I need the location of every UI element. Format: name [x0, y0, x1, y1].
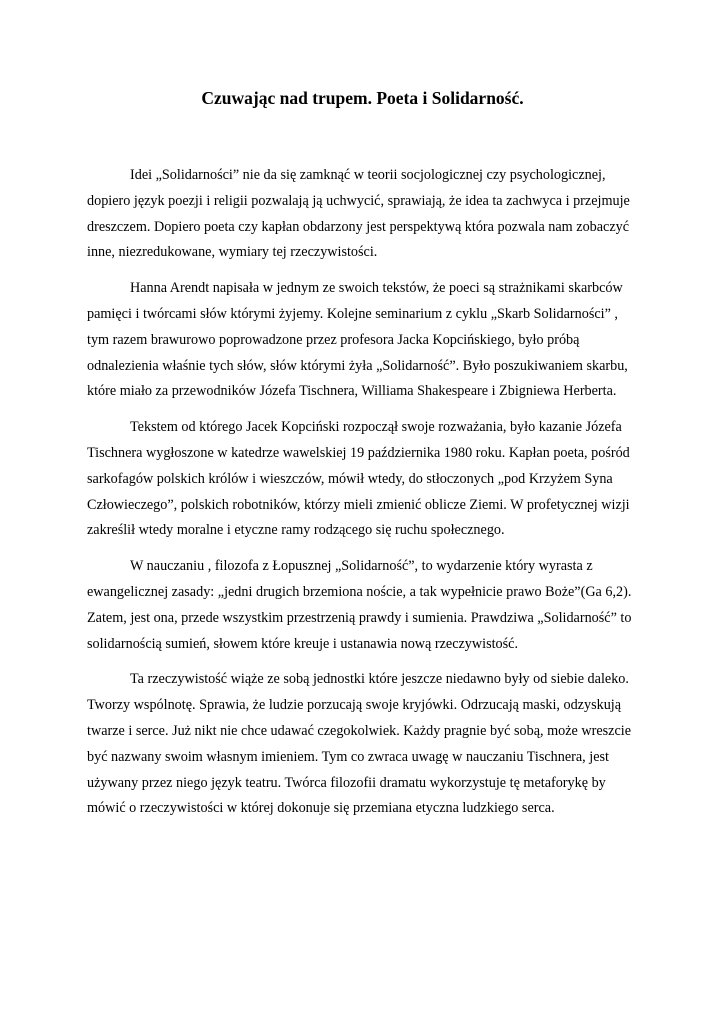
paragraph-3: Tekstem od którego Jacek Kopciński rozpoczął swoje rozważania, było kazanie Józefa Tischnera wygłoszone w katedrze wawelskiej 19 października 1980 roku. Kapłan poeta, pośród sarkofagów polskich królów i wieszczów, mówił wtedy, do stłoczonych „pod Krzyżem Syna Człowieczego”, polskich robotników, którzy mieli zmienić oblicze Ziemi. W profetycznej wizji zakreślił wtedy moralne i etyczne ramy rodzącego się ruchu społecznego. — [87, 419, 630, 539]
paragraph-5: Ta rzeczywistość wiąże ze sobą jednostki które jeszcze niedawno były od siebie daleko. Tworzy wspólnotę. Sprawia, że ludzie porzucają swoje kryjówki. Odrzucają maski, odzyskują twarze i serce. Już nikt nie chce udawać czegokolwiek. Każdy pragnie być sobą, może wreszcie być nazwany swoim własnym imieniem. Tym co zwraca uwagę w nauczaniu Tischnera, jest używany przez niego język teatru. Twórca filozofii dramatu wykorzystuje tę metaforykę by mówić o rzeczywistości w której dokonuje się przemiana etyczna ludzkiego serca. — [87, 671, 631, 817]
document-title: Czuwając nad trupem. Poeta i Solidarność. — [201, 88, 524, 108]
paragraph-1: Idei „Solidarności” nie da się zamknąć w teorii socjologicznej czy psychologicznej, dopiero język poezji i religii pozwalają ją uchwycić, sprawiają, że idea ta zachwyca i przejmuje dreszczem. Dopiero poeta czy kapłan obdarzony jest perspektywą która pozwala nam zobaczyć inne, niezredukowane, wymiary tej rzeczywistości. — [87, 167, 630, 261]
document-body — [87, 163, 639, 832]
paragraph-4: W nauczaniu , filozofa z Łopusznej „Solidarność”, to wydarzenie który wyrasta z ewangelicznej zasady: „jedni drugich brzemiona noście, a tak wypełnicie prawo Boże”(Ga 6,2). Zatem, jest ona, przede wszystkim przestrzenią prawdy i sumienia. Prawdziwa „Solidarność” to solidarnością sumień, słowem które kreuje i ustanawia nową rzeczywistość. — [87, 558, 632, 652]
paragraph-2: Hanna Arendt napisała w jednym ze swoich tekstów, że poeci są strażnikami skarbców pamięci i twórcami słów którymi żyjemy. Kolejne seminarium z cyklu „Skarb Solidarności” , tym razem brawurowo poprowadzone przez profesora Jacka Kopcińskiego, było próbą odnalezienia właśnie tych słów, słów którymi żyła „Solidarność”. Było poszukiwaniem skarbu, które miało za przewodników Józefa Tischnera, Williama Shakespeare i Zbigniewa Herberta. — [87, 280, 628, 400]
